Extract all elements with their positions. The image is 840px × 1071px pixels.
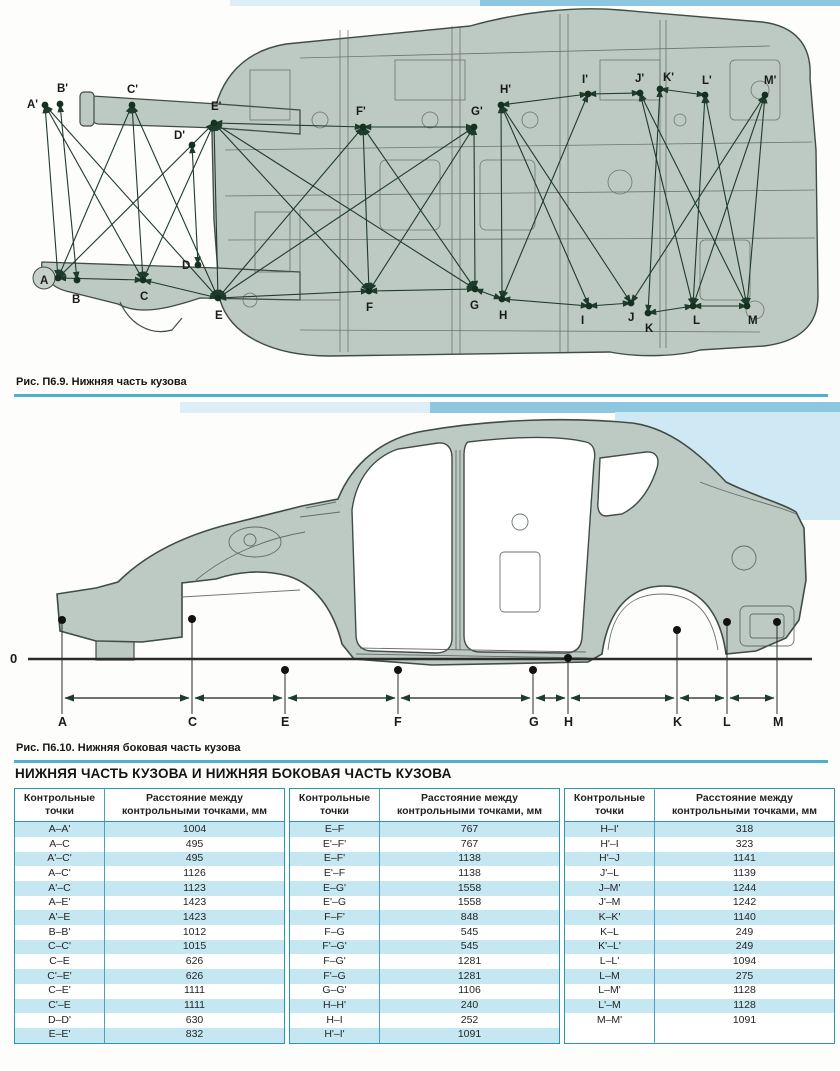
control-point <box>498 102 505 109</box>
table-row <box>290 881 560 896</box>
col-header-points: Контрольные точки <box>565 789 655 822</box>
section-title: НИЖНЯЯ ЧАСТЬ КУЗОВА И НИЖНЯЯ БОКОВАЯ ЧАСТЬ КУЗОВА <box>15 766 452 781</box>
table-cell: K–K' <box>565 910 655 925</box>
col-header-distance: Расстояние между контрольными точками, мм <box>105 789 285 822</box>
table-cell: A'–C' <box>15 852 105 867</box>
measure-arrow <box>143 123 214 280</box>
figure2-caption: Рис. П6.10. Нижняя боковая часть кузова <box>16 742 241 754</box>
measure-arrow <box>45 105 143 280</box>
table-row <box>15 881 285 896</box>
table-cell: C–C' <box>15 940 105 955</box>
table-row <box>290 925 560 940</box>
control-point <box>529 666 537 674</box>
point-label: G' <box>471 106 483 118</box>
table-cell: 1094 <box>732 955 757 967</box>
table-cell: H'–J <box>565 852 655 867</box>
table-row <box>565 896 835 911</box>
point-label: D' <box>174 130 186 142</box>
point-label: D <box>182 260 191 272</box>
table-cell: 767 <box>460 822 479 835</box>
table-row <box>565 999 835 1014</box>
point-label: C' <box>127 84 139 96</box>
table-cell: 1123 <box>183 881 206 894</box>
control-point <box>690 303 697 310</box>
control-point <box>42 102 49 109</box>
table-row <box>565 866 835 881</box>
point-label: B' <box>57 83 69 95</box>
underbody-diagram <box>0 0 840 372</box>
table-cell: H–I <box>290 1013 380 1028</box>
point-label: K' <box>663 72 675 84</box>
table-row <box>290 999 560 1014</box>
table-row <box>15 852 285 867</box>
table-cell: E–E' <box>15 1028 105 1043</box>
table-cell: J'–L <box>565 866 655 881</box>
point-label: I' <box>582 74 588 86</box>
control-point <box>744 303 751 310</box>
table-row <box>565 925 835 940</box>
table-row <box>15 969 285 984</box>
control-point <box>74 277 81 284</box>
table-cell: G–G' <box>290 984 380 999</box>
control-point <box>499 296 506 303</box>
table-cell: 630 <box>185 1013 204 1026</box>
point-label: L' <box>702 75 712 87</box>
page-top-strip-faint <box>230 0 480 6</box>
table-cell: 275 <box>735 969 754 982</box>
table-row <box>15 837 285 852</box>
table-cell: 1091 <box>457 1028 482 1041</box>
table-row <box>290 954 560 969</box>
measure-arrow <box>58 105 132 278</box>
table-cell: A–E' <box>15 896 105 911</box>
table-cell: D–D' <box>15 1013 105 1028</box>
table-cell: C'–E <box>15 999 105 1014</box>
control-point <box>215 295 222 302</box>
table-cell: 249 <box>735 940 754 953</box>
table-cell: H–I' <box>565 822 655 837</box>
table-row <box>15 925 285 940</box>
control-point <box>195 262 202 269</box>
table-row <box>290 1028 560 1043</box>
table-cell: K'–L' <box>565 940 655 955</box>
figure1-caption: Рис. П6.9. Нижняя часть кузова <box>16 376 187 388</box>
table-cell: 545 <box>460 940 479 953</box>
axis-point-label: H <box>564 715 574 729</box>
table-row <box>290 822 560 837</box>
point-label: F <box>366 302 374 314</box>
table-row <box>15 984 285 999</box>
table-cell: E–G' <box>290 881 380 896</box>
table-row <box>290 1013 560 1028</box>
table-cell: A–C' <box>15 866 105 881</box>
control-point <box>189 142 196 149</box>
table-cell: C–E' <box>15 984 105 999</box>
table-row <box>15 896 285 911</box>
table-cell: F–G' <box>290 954 380 969</box>
table-row <box>565 954 835 969</box>
axis-point-label: A <box>58 715 68 729</box>
table-row <box>290 910 560 925</box>
table-cell: 1423 <box>182 910 207 923</box>
control-point <box>211 120 218 127</box>
table-row <box>15 954 285 969</box>
table-row <box>15 1028 285 1043</box>
measure-arrow <box>132 105 143 280</box>
table-cell: 1558 <box>457 881 482 894</box>
table-row <box>565 822 835 837</box>
table-cell: 1141 <box>733 852 756 865</box>
control-point <box>281 666 289 674</box>
table-cell: 832 <box>185 1028 204 1041</box>
measurements-table-front <box>14 788 285 1044</box>
point-label: M' <box>764 75 777 87</box>
axis-point-label: F <box>394 715 402 729</box>
point-label: E' <box>211 101 222 113</box>
table-cell: L–L' <box>565 954 655 969</box>
table-cell: E'–F <box>290 866 380 881</box>
col-header-points: Контрольные точки <box>15 789 105 822</box>
axis-point-label: E <box>281 715 290 729</box>
scan-blue-strip <box>430 402 840 413</box>
control-point <box>57 101 64 108</box>
point-label: A <box>40 275 49 287</box>
table-cell: L–M' <box>565 984 655 999</box>
table-row <box>15 822 285 837</box>
table-cell: 767 <box>460 837 479 850</box>
table-cell: 1139 <box>733 866 756 879</box>
table-row <box>565 852 835 867</box>
point-label: L <box>693 315 701 327</box>
table-cell: A'–C <box>15 881 105 896</box>
table-row <box>15 866 285 881</box>
table-cell: 318 <box>735 822 754 835</box>
table-cell: H–H' <box>290 999 380 1014</box>
point-label: E <box>215 310 223 322</box>
control-point <box>637 90 644 97</box>
tables-row <box>14 788 835 1044</box>
page-top-strip <box>480 0 840 6</box>
axis-point-label: L <box>723 715 731 729</box>
table-cell: A'–E <box>15 910 105 925</box>
table-cell: F'–G' <box>290 940 380 955</box>
point-label: H' <box>500 84 512 96</box>
table-cell: 249 <box>735 925 754 938</box>
table-row <box>290 852 560 867</box>
table-row <box>290 837 560 852</box>
table-cell: E–F' <box>290 852 380 867</box>
control-point <box>366 288 373 295</box>
table-row <box>565 910 835 925</box>
control-point <box>188 615 196 623</box>
table-row <box>290 866 560 881</box>
axis-point-label: M <box>773 715 784 729</box>
table-cell: 1140 <box>733 910 756 923</box>
control-point <box>140 277 147 284</box>
table-cell: 626 <box>185 955 204 967</box>
table-row <box>290 984 560 999</box>
table-cell: E–F <box>290 822 380 837</box>
table-row <box>15 999 285 1014</box>
table-cell: 1015 <box>182 940 207 953</box>
table-cell: 495 <box>185 852 204 865</box>
table-cell: F–G <box>290 925 380 940</box>
point-label: J <box>628 312 635 324</box>
table-cell: 1004 <box>182 822 207 835</box>
control-point <box>58 616 66 624</box>
table-cell: F–F' <box>290 910 380 925</box>
table-cell: 626 <box>185 969 204 982</box>
control-point <box>628 300 635 307</box>
table-row <box>565 837 835 852</box>
table-cell: 323 <box>735 837 754 850</box>
control-point <box>564 654 572 662</box>
table-cell: 240 <box>460 999 479 1012</box>
table-row <box>565 940 835 955</box>
point-label: C <box>140 291 149 303</box>
table-cell: 1423 <box>182 896 207 909</box>
table-cell: 1128 <box>733 999 756 1012</box>
point-label: B <box>72 294 81 306</box>
control-point <box>723 618 731 626</box>
table-cell: F'–G <box>290 969 380 984</box>
table-cell: E'–F' <box>290 837 380 852</box>
measurements-table-middle <box>289 788 560 1044</box>
table-cell: 1138 <box>458 866 481 879</box>
control-point <box>773 618 781 626</box>
table-cell: 545 <box>460 925 479 938</box>
table-cell: H'–I' <box>290 1028 380 1043</box>
table-filler-row <box>565 1028 835 1043</box>
axis-point-label: K <box>673 715 683 729</box>
table-cell: 1091 <box>732 1013 757 1026</box>
control-point <box>129 102 136 109</box>
measurements-table-rear <box>564 788 835 1044</box>
table-cell: L–M <box>565 969 655 984</box>
divider-rule <box>14 760 828 763</box>
table-cell: 1281 <box>457 955 482 967</box>
axis-point-label: G <box>529 715 539 729</box>
control-point <box>472 286 479 293</box>
table-cell: J'–M <box>565 896 655 911</box>
table-cell: A–A' <box>15 822 105 837</box>
control-point <box>360 124 367 131</box>
table-cell: M–M' <box>565 1013 655 1028</box>
control-point <box>645 310 652 317</box>
datum-zero-label: 0 <box>10 651 18 666</box>
table-cell: L'–M <box>565 999 655 1014</box>
table-row <box>565 881 835 896</box>
table-cell: B–B' <box>15 925 105 940</box>
body-side-view <box>57 420 806 665</box>
control-point <box>585 91 592 98</box>
table-cell: 1012 <box>182 925 207 938</box>
table-cell: 1128 <box>733 984 756 997</box>
table-cell: 1244 <box>732 881 757 894</box>
table-row <box>290 969 560 984</box>
table-cell: 1106 <box>458 984 481 997</box>
table-row <box>15 1013 285 1028</box>
point-label: M <box>748 315 758 327</box>
table-cell: 1281 <box>457 969 482 982</box>
table-cell: 848 <box>460 910 479 923</box>
table-cell: 1126 <box>183 866 206 879</box>
table-cell: 252 <box>460 1013 479 1026</box>
point-label: K <box>645 323 654 335</box>
table-cell: 1138 <box>458 852 481 865</box>
table-row <box>565 969 835 984</box>
table-row <box>15 910 285 925</box>
table-row <box>15 940 285 955</box>
table-row <box>290 940 560 955</box>
table-cell: 1558 <box>457 896 482 909</box>
control-point <box>471 124 478 131</box>
control-point <box>586 303 593 310</box>
control-point <box>673 626 681 634</box>
point-label: H <box>499 310 508 322</box>
table-row <box>565 1013 835 1028</box>
table-cell: A–C <box>15 837 105 852</box>
table-cell: C'–E' <box>15 969 105 984</box>
point-label: I <box>581 315 585 327</box>
point-label: A' <box>27 99 39 111</box>
table-row <box>565 984 835 999</box>
axis-point-label: C <box>188 715 198 729</box>
table-row <box>290 896 560 911</box>
divider-rule <box>14 394 828 397</box>
control-point <box>657 86 664 93</box>
point-label: J' <box>635 73 645 85</box>
table-cell: H'–I <box>565 837 655 852</box>
table-cell: C–E <box>15 954 105 969</box>
control-point <box>762 92 769 99</box>
table-cell: 1111 <box>183 984 206 997</box>
measure-arrow <box>45 105 58 278</box>
col-header-distance: Расстояние между контрольными точками, мм <box>655 789 835 822</box>
control-point <box>55 275 62 282</box>
table-cell: 1242 <box>732 896 757 909</box>
side-view-diagram <box>0 402 840 740</box>
table-cell: K–L <box>565 925 655 940</box>
table-cell: 1111 <box>183 999 206 1012</box>
col-header-distance: Расстояние между контрольными точками, мм <box>380 789 560 822</box>
table-cell: E'–G <box>290 896 380 911</box>
control-point <box>394 666 402 674</box>
table-cell: 495 <box>185 837 204 850</box>
control-point <box>702 92 709 99</box>
point-label: F' <box>356 106 366 118</box>
point-label: G <box>470 300 479 312</box>
col-header-points: Контрольные точки <box>290 789 380 822</box>
table-cell: J–M' <box>565 881 655 896</box>
scan-blue-strip-faint <box>180 402 430 413</box>
